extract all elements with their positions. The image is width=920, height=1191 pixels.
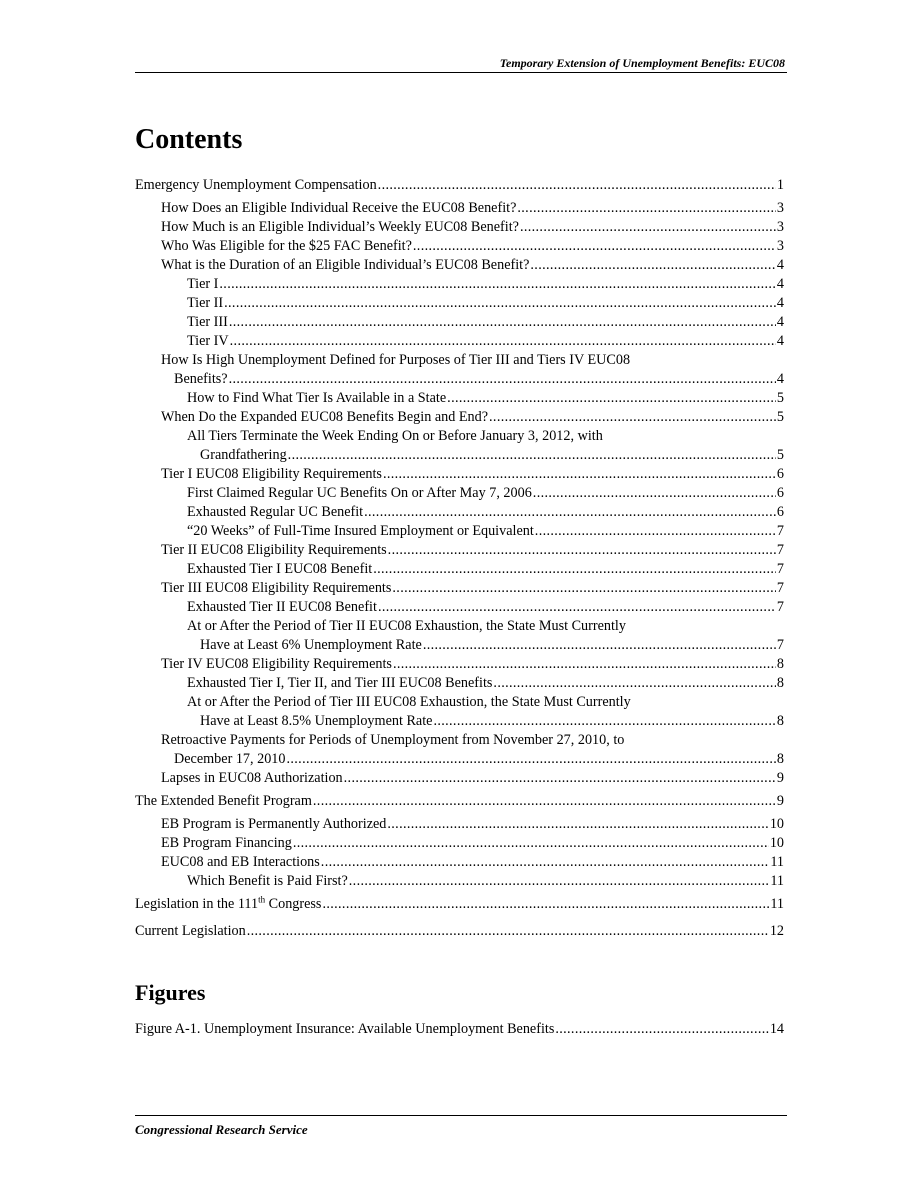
toc-entry[interactable]: Exhausted Tier I, Tier II, and Tier III EUC08 Benefits . . . 8 [135, 674, 784, 693]
header-rule [135, 72, 787, 73]
toc-entry[interactable]: When Do the Expanded EUC08 Benefits Begin and End? . . . 5 [135, 408, 784, 427]
toc-entry[interactable]: EB Program is Permanently Authorized . . . 10 [135, 815, 784, 834]
footer-rule [135, 1115, 787, 1116]
table-of-contents [135, 176, 784, 941]
toc-entry[interactable]: Which Benefit is Paid First? . . . 11 [135, 872, 784, 891]
toc-entry[interactable]: Current Legislation . . . 12 [135, 922, 784, 941]
toc-entry[interactable]: How to Find What Tier Is Available in a State . . . 5 [135, 389, 784, 408]
toc-entry[interactable]: Tier I EUC08 Eligibility Requirements . . . 6 [135, 465, 784, 484]
running-footer: Congressional Research Service [135, 1122, 308, 1137]
toc-entry[interactable]: How Much is an Eligible Individual’s Weekly EUC08 Benefit? . . . 3 [135, 218, 784, 237]
running-header: Temporary Extension of Unemployment Benefits: EUC08 [499, 56, 785, 70]
toc-entry[interactable]: Exhausted Regular UC Benefit . . . 6 [135, 503, 784, 522]
toc-entry[interactable]: First Claimed Regular UC Benefits On or After May 7, 2006 . . . 6 [135, 484, 784, 503]
toc-entry[interactable]: Emergency Unemployment Compensation . . . 1 [135, 176, 784, 195]
toc-entry[interactable]: Tier III EUC08 Eligibility Requirements . . . 7 [135, 579, 784, 598]
toc-entry[interactable]: Who Was Eligible for the $25 FAC Benefit? . . . 3 [135, 237, 784, 256]
toc-entry[interactable]: At or After the Period of Tier III EUC08 Exhaustion, the State Must Currently Have at Least 8.5% Unemployment Rate . . . 8 [135, 693, 784, 731]
toc-entry[interactable]: EUC08 and EB Interactions . . . 11 [135, 853, 784, 872]
toc-entry[interactable]: Tier IV . . . 4 [135, 332, 784, 351]
toc-entry[interactable]: Lapses in EUC08 Authorization . . . 9 [135, 769, 784, 788]
toc-entry[interactable]: The Extended Benefit Program . . . 9 [135, 792, 784, 811]
figures-heading: Figures [135, 980, 206, 1005]
toc-entry[interactable]: Exhausted Tier I EUC08 Benefit . . . 7 [135, 560, 784, 579]
toc-entry[interactable]: Exhausted Tier II EUC08 Benefit . . . 7 [135, 598, 784, 617]
toc-entry[interactable]: Tier III . . . 4 [135, 313, 784, 332]
toc-entry[interactable]: Tier I . . . 4 [135, 275, 784, 294]
toc-entry[interactable]: How Does an Eligible Individual Receive the EUC08 Benefit? . . . 3 [135, 199, 784, 218]
figure-entry[interactable]: Figure A-1. Unemployment Insurance: Available Unemployment Benefits . . . 14 [135, 1020, 784, 1039]
list-of-figures [135, 1020, 784, 1039]
toc-entry[interactable]: Legislation in the 111th Congress . . . 11 [135, 895, 784, 914]
contents-heading: Contents [135, 124, 243, 155]
toc-entry[interactable]: Retroactive Payments for Periods of Unemployment from November 27, 2010, to December 17, 2010 . . . 8 [135, 731, 784, 769]
toc-entry[interactable]: Tier IV EUC08 Eligibility Requirements . . . 8 [135, 655, 784, 674]
toc-entry[interactable]: EB Program Financing . . . 10 [135, 834, 784, 853]
toc-entry[interactable]: At or After the Period of Tier II EUC08 Exhaustion, the State Must Currently Have at Least 6% Unemployment Rate . . . 7 [135, 617, 784, 655]
toc-entry[interactable]: All Tiers Terminate the Week Ending On or Before January 3, 2012, with Grandfathering . . . 5 [135, 427, 784, 465]
toc-entry[interactable]: How Is High Unemployment Defined for Purposes of Tier III and Tiers IV EUC08 Benefits? . . . 4 [135, 351, 784, 389]
toc-entry[interactable]: Tier II . . . 4 [135, 294, 784, 313]
toc-entry[interactable]: Tier II EUC08 Eligibility Requirements . . . 7 [135, 541, 784, 560]
toc-entry[interactable]: “20 Weeks” of Full-Time Insured Employment or Equivalent . . . 7 [135, 522, 784, 541]
toc-entry[interactable]: What is the Duration of an Eligible Individual’s EUC08 Benefit? . . . 4 [135, 256, 784, 275]
